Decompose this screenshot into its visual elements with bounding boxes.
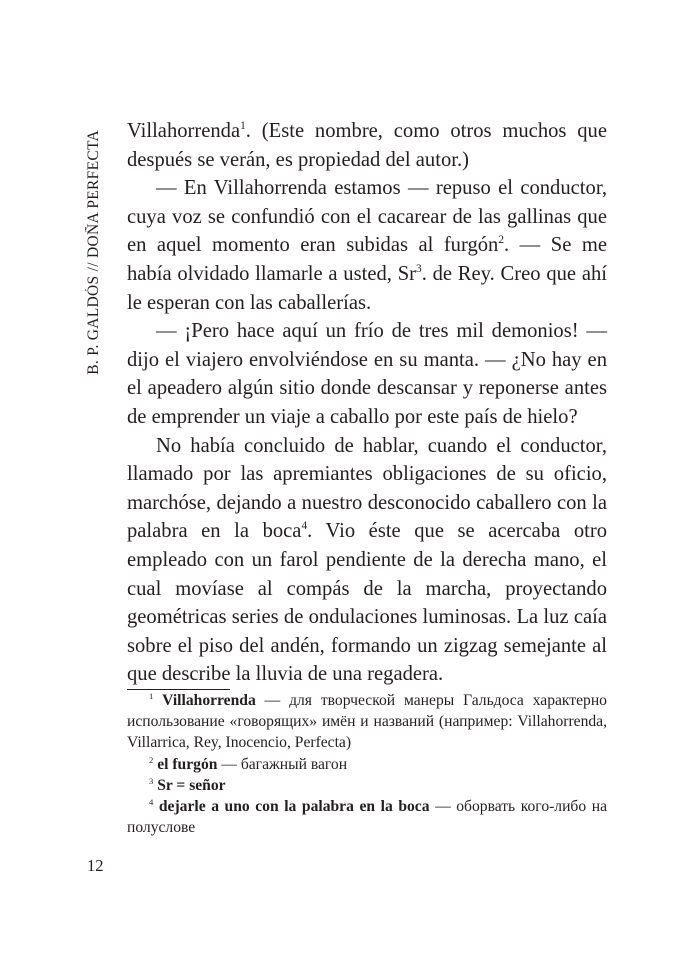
footnote-4 [127,796,607,838]
footnote-ref-3: 3 [416,263,422,276]
paragraph-4-text: No había concluido de hablar, cuando el conductor, llamado por las apremiantes obligaciones de su oficio, marchóse, dejando a nuestro desconocido caballero con la palabra en la boca [127,434,607,543]
footnote-text: — для творческой манеры Гальдоса характерно использование «говорящих» имён и названий (например: Villahorrenda, Villarrica, Rey, Inocencio, Perfecta) [127,692,607,752]
footnote-term: el furgón [157,755,218,773]
paragraph-2 [127,174,607,317]
footnote-number: 3 [149,775,154,786]
paragraph-1 [127,117,607,174]
paragraph-4-text-cont: . Vio éste que se acercaba otro empleado con un farol pendiente de la derecha mano, el cual movíase al compás de la marcha, proyectando geométricas series de ondulaciones luminosas. La luz caía sobre el piso del andén, formando un zigzag semejante al que describe la lluvia de una regadera. [127,520,607,686]
paragraph-4 [127,432,607,689]
footnote-term: Sr = señor [157,776,226,794]
footnote-term: dejarle a uno con la palabra en la boca [158,798,430,816]
page-number: 12 [87,856,104,875]
footnote-ref-1: 1 [240,120,246,133]
footnotes [127,690,607,838]
footnote-term: Villahorrenda [162,692,256,709]
footnote-text: — оборвать кого-либо на полуслове [127,798,607,837]
footnote-number: 1 [149,691,154,701]
paragraph-2-text-end: . de Rey. Creo que ahí le esperan con las caballerías. [127,262,607,314]
paragraph-1-text: Villahorrenda [127,120,241,142]
body-text [127,117,607,689]
footnote-text: — багажный вагон [217,755,348,773]
footnote-number: 2 [149,754,154,765]
footnote-ref-2: 2 [498,234,505,247]
footnote-number: 4 [149,797,154,808]
paragraph-2-text-cont: . — Se me había olvidado llamarle a usted, Sr [127,234,607,285]
footnote-2 [127,754,607,775]
paragraph-1-text-cont: . (Este nombre, como otros muchos que después se verán, es propiedad del autor.) [127,120,607,171]
paragraph-2-text: — En Villahorrenda estamos — repuso el conductor, cuya voz se confundió con el cacarear de las gallinas que en aquel momento eran subidas al furgón [127,177,607,257]
paragraph-3: — ¡Pero hace aquí un frío de tres mil demonios! — dijo el viajero envolviéndose en su manta. — ¿No hay en el apeadero algún sitio donde descansar y reponerse antes de emprender un viaje a caballo por este país de hielo? [127,320,607,428]
running-head [83,123,105,381]
running-head-text: B. P. GALDÓS // DOÑA PERFECTA [85,129,102,375]
footnote-1 [127,690,607,754]
footnote-ref-4: 4 [301,520,308,533]
footnote-3 [127,775,607,796]
